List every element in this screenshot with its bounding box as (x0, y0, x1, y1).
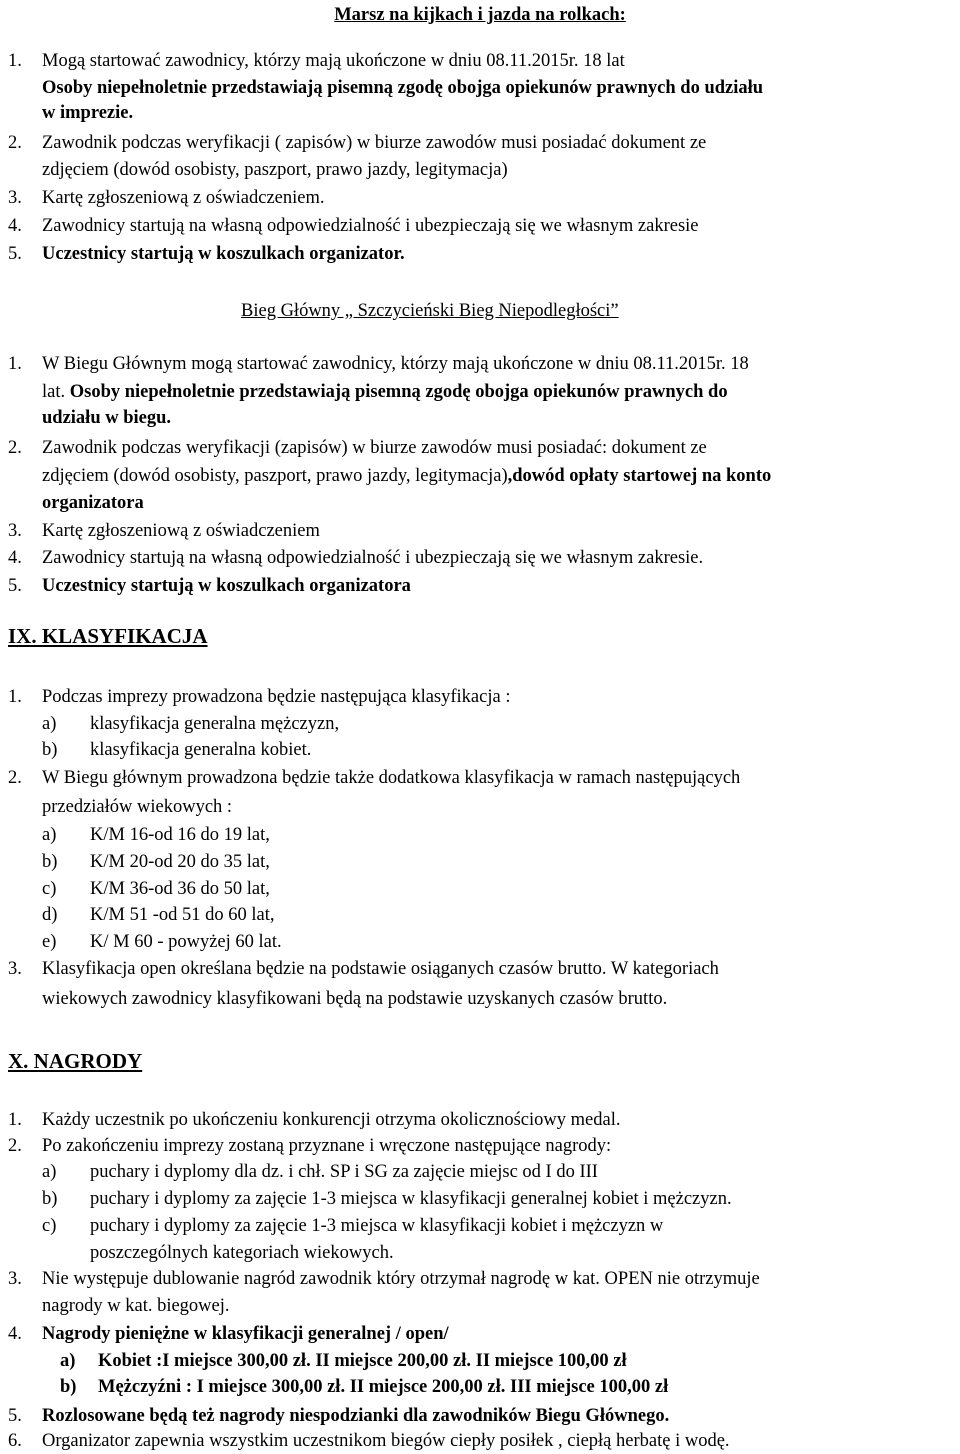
sub-list-item: b) klasyfikacja generalna kobiet. (42, 740, 312, 760)
list-item: 1. Podczas imprezy prowadzona będzie następująca klasyfikacja : (8, 687, 511, 707)
list-item: 5. Uczestnicy startują w koszulkach organizator. (8, 244, 405, 264)
list-item: 3. Klasyfikacja open określana będzie na podstawie osiąganych czasów brutto. W kategoriach (8, 959, 719, 979)
list-item: 3. Kartę zgłoszeniową z oświadczeniem (8, 521, 320, 541)
list-item: 4. Zawodnicy startują na własną odpowiedzialność i ubezpieczają się we własnym zakresie (8, 216, 699, 236)
list-item: 3. Kartę zgłoszeniową z oświadczeniem. (8, 188, 325, 208)
section-title-marsz: Marsz na kijkach i jazda na rolkach: (334, 5, 626, 25)
sub-list-item: d) K/M 51 -od 51 do 60 lat, (42, 905, 275, 925)
list-item: 5. Uczestnicy startują w koszulkach organizatora (8, 576, 411, 596)
sub-list-item: c) K/M 36-od 36 do 50 lat, (42, 879, 270, 899)
list-item: 4. Nagrody pieniężne w klasyfikacji generalnej / open/ (8, 1324, 449, 1344)
list-item-text: udziału w biegu. (42, 408, 172, 428)
list-item-text: organizatora (42, 493, 144, 513)
list-item: 2. Zawodnik podczas weryfikacji (zapisów) w biurze zawodów musi posiadać: dokument ze (8, 438, 707, 458)
sub-list-item: b) Mężczyźni : I miejsce 300,00 zł. II miejsce 200,00 zł. III miejsce 100,00 zł (60, 1377, 669, 1397)
list-item: 2. Zawodnik podczas weryfikacji ( zapisów) w biurze zawodów musi posiadać dokument ze (8, 133, 707, 153)
list-item-text: Osoby niepełnoletnie przedstawiają pisemną zgodę obojga opiekunów prawnych do udziału (42, 78, 764, 98)
section-title-nagrody: X. NAGRODY (8, 1049, 143, 1073)
list-item-text: zdjęciem (dowód osobisty, paszport, prawo jazdy, legitymacja),dowód opłaty startowej na konto (42, 466, 772, 486)
list-item: 6. Organizator zapewnia wszystkim uczestnikom biegów ciepły posiłek , ciepłą herbatę i wodę. (8, 1431, 730, 1451)
list-item-text: nagrody w kat. biegowej. (42, 1296, 230, 1316)
list-item-text: w imprezie. (42, 103, 134, 123)
list-item: 3. Nie występuje dublowanie nagród zawodnik który otrzymał nagrodę w kat. OPEN nie otrzymuje (8, 1269, 760, 1289)
list-item-text: wiekowych zawodnicy klasyfikowani będą na podstawie uzyskanych czasów brutto. (42, 989, 668, 1009)
sub-list-item: b) K/M 20-od 20 do 35 lat, (42, 852, 270, 872)
sub-list-item: a) K/M 16-od 16 do 19 lat, (42, 825, 270, 845)
section-title-klasyfikacja: IX. KLASYFIKACJA (8, 624, 208, 648)
list-item: 5. Rozlosowane będą też nagrody niespodzianki dla zawodników Biegu Głównego. (8, 1406, 670, 1426)
list-item: 1. W Biegu Głównym mogą startować zawodnicy, którzy mają ukończone w dniu 08.11.2015r. 18 (8, 354, 749, 374)
list-item: 2. W Biegu głównym prowadzona będzie także dodatkowa klasyfikacja w ramach następujących (8, 768, 741, 788)
sub-list-item: b) puchary i dyplomy za zajęcie 1-3 miejsca w klasyfikacji generalnej kobiet i mężczyzn. (42, 1189, 732, 1209)
list-item: 4. Zawodnicy startują na własną odpowiedzialność i ubezpieczają się we własnym zakresie. (8, 548, 704, 568)
list-item-text: przedziałów wiekowych : (42, 797, 233, 817)
list-item: 1. Mogą startować zawodnicy, którzy mają ukończone w dniu 08.11.2015r. 18 lat (8, 51, 625, 71)
list-item-text: zdjęciem (dowód osobisty, paszport, prawo jazdy, legitymacja) (42, 160, 508, 180)
sub-list-item: a) puchary i dyplomy dla dz. i chł. SP i SG za zajęcie miejsc od I do III (42, 1162, 598, 1182)
sub-list-item: c) puchary i dyplomy za zajęcie 1-3 miejsca w klasyfikacji kobiet i mężczyzn w (42, 1216, 664, 1236)
sub-list-item: a) klasyfikacja generalna mężczyzn, (42, 714, 340, 734)
sub-list-item: e) K/ M 60 - powyżej 60 lat. (42, 932, 282, 952)
list-item-text: lat. Osoby niepełnoletnie przedstawiają pisemną zgodę obojga opiekunów prawnych do (42, 382, 728, 402)
list-item: 1. Każdy uczestnik po ukończeniu konkurencji otrzyma okolicznościowy medal. (8, 1110, 621, 1130)
list-item: 2. Po zakończeniu imprezy zostaną przyznane i wręczone następujące nagrody: (8, 1136, 612, 1156)
section-title-bieg: Bieg Główny „ Szczycieński Bieg Niepodległości” (241, 301, 619, 321)
sub-list-item: a) Kobiet :I miejsce 300,00 zł. II miejsce 200,00 zł. II miejsce 100,00 zł (60, 1351, 627, 1371)
list-item-text: poszczególnych kategoriach wiekowych. (90, 1243, 394, 1263)
